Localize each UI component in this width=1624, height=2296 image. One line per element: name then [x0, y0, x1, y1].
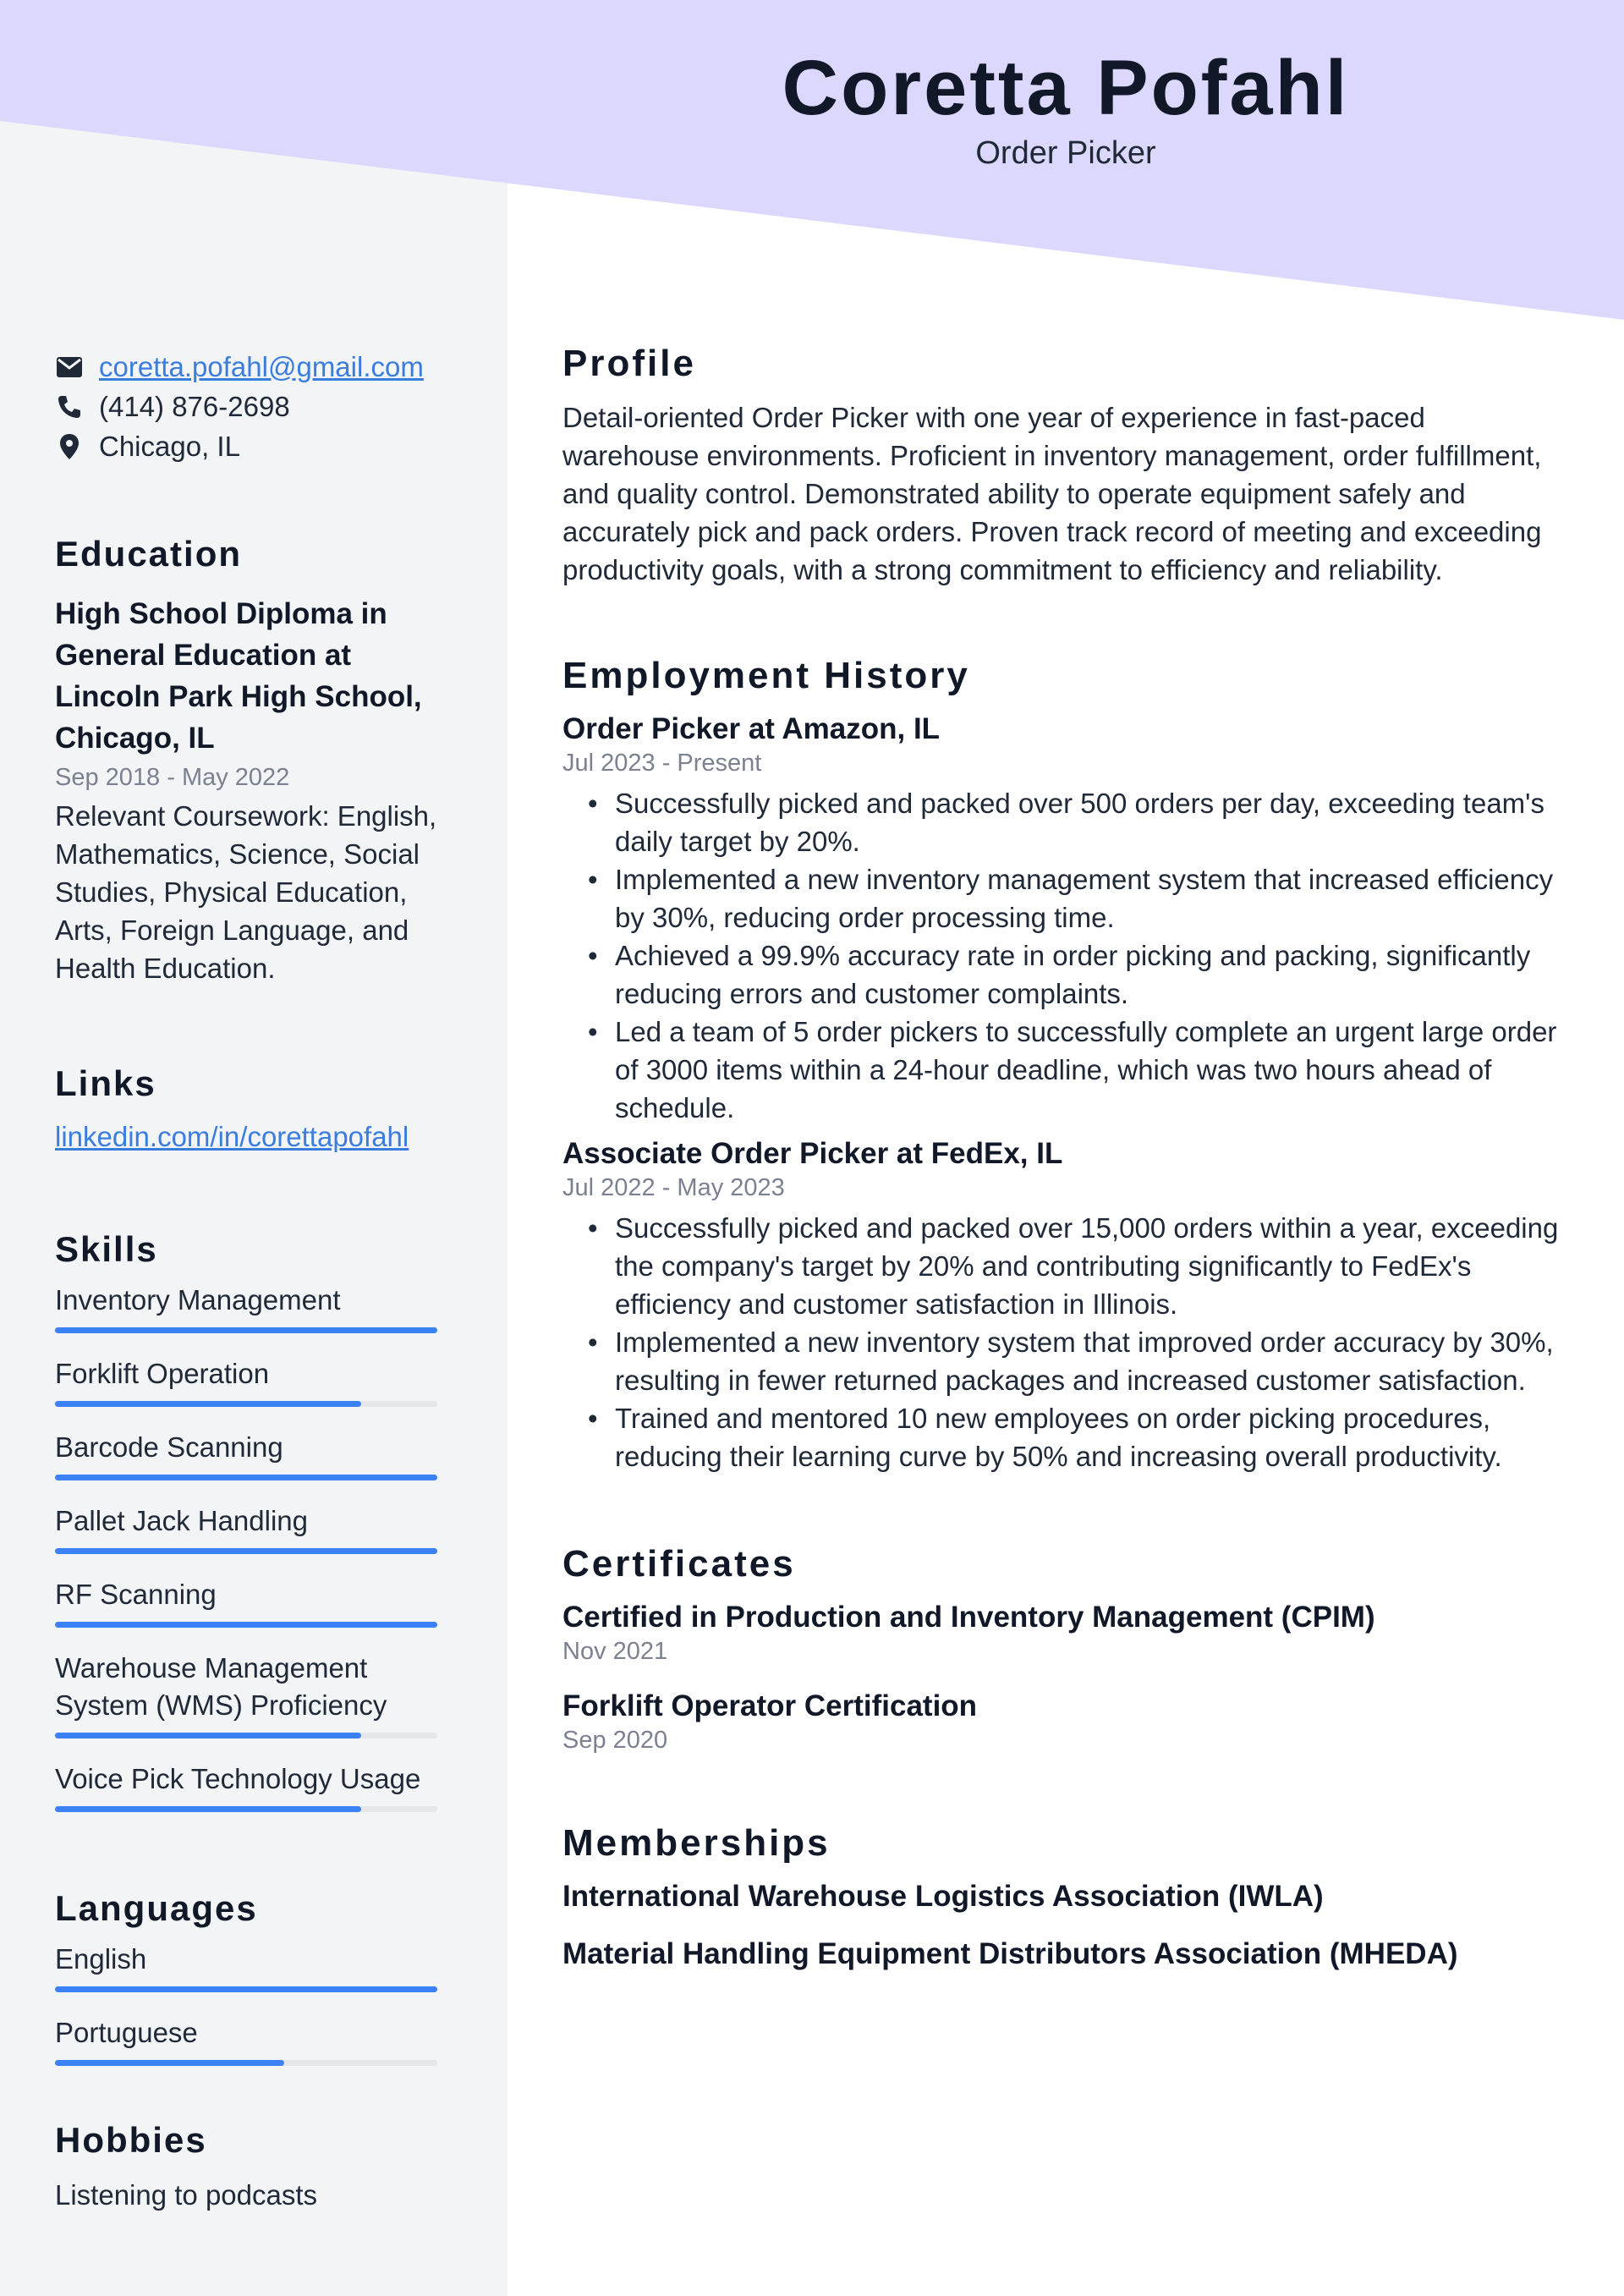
- certificate-entry: [562, 1597, 1561, 1666]
- job-bullet: • Led a team of 5 order pickers to successfully complete an urgent large order of 3000 items within a 24-hour deadline, which was two hours ahead of schedule.: [562, 1013, 1561, 1127]
- email-link[interactable]: coretta.pofahl@gmail.com: [99, 350, 424, 382]
- skills-list: [55, 1282, 461, 1812]
- profile-section: [562, 343, 1561, 589]
- skill-item-level-fill: [55, 1401, 361, 1407]
- skills-section: [55, 1229, 461, 1812]
- certificate-date: Sep 2020: [562, 1727, 668, 1754]
- job-entry: [562, 1134, 1561, 1475]
- skill-item: [55, 1502, 461, 1554]
- memberships-section: [562, 1822, 1561, 1975]
- location-text: Chicago, IL: [99, 430, 240, 462]
- skill-item-name: Inventory Management: [55, 1284, 341, 1316]
- linkedin-link[interactable]: linkedin.com/in/corettapofahl: [55, 1121, 409, 1152]
- education-dates: Sep 2018 - May 2022: [55, 764, 290, 791]
- skill-item-level-bar: [55, 1401, 437, 1407]
- employment-section: [562, 655, 1561, 1475]
- skill-item-name: Forklift Operation: [55, 1358, 270, 1389]
- employment-heading: Employment History: [562, 655, 970, 696]
- skill-item-level-bar: [55, 1327, 437, 1333]
- candidate-title: Order Picker: [975, 135, 1156, 171]
- job-dates: Jul 2023 - Present: [562, 750, 762, 777]
- skill-item: [55, 1282, 461, 1333]
- skill-item: [55, 1760, 461, 1812]
- links-heading: Links: [55, 1063, 156, 1103]
- education-section: [55, 534, 461, 987]
- links-section: [55, 1063, 461, 1153]
- main-content: [562, 343, 1561, 1975]
- certificate-entry: [562, 1686, 1561, 1755]
- skill-item: [55, 1429, 461, 1480]
- languages-heading: Languages: [55, 1888, 258, 1928]
- education-heading: Education: [55, 534, 243, 574]
- skill-item-level-fill: [55, 1475, 437, 1480]
- education-degree: High School Diploma in General Education at Lincoln Park High School, Chicago, IL: [55, 597, 422, 755]
- hobbies-heading: Hobbies: [55, 2120, 207, 2160]
- certificates-heading: Certificates: [562, 1543, 796, 1585]
- skill-item-level-bar: [55, 1622, 437, 1628]
- contact-location-row: [55, 426, 461, 466]
- language-item-level-fill: [55, 2060, 284, 2066]
- job-bullet: • Successfully picked and packed over 15,000 orders within a year, exceeding the company's target by 20% and contributing significantly to FedEx's efficiency and customer satisfaction in Illinois.: [562, 1209, 1561, 1323]
- language-item-level-fill: [55, 1986, 437, 1992]
- job-bullet: • Successfully picked and packed over 500 orders per day, exceeding team's daily target by 20%.: [562, 784, 1561, 860]
- skill-item-level-bar: [55, 1548, 437, 1554]
- language-item: [55, 1941, 461, 1992]
- contact-phone-row: [55, 387, 461, 426]
- language-item-level-bar: [55, 2060, 437, 2066]
- hobby-item: Listening to podcasts: [55, 2179, 318, 2211]
- job-title: Order Picker at Amazon, IL: [562, 712, 941, 745]
- job-bullet: • Achieved a 99.9% accuracy rate in order picking and packing, significantly reducing errors and customer complaints.: [562, 937, 1561, 1013]
- skill-item-level-bar: [55, 1806, 437, 1812]
- skill-item-name: Pallet Jack Handling: [55, 1505, 308, 1536]
- skill-item-name: RF Scanning: [55, 1579, 217, 1610]
- language-item-level-bar: [55, 1986, 437, 1992]
- education-description: Relevant Coursework: English, Mathematics, Science, Social Studies, Physical Education, Arts, Foreign Language, and Health Education.: [55, 800, 437, 984]
- phone-icon: [55, 393, 84, 421]
- membership-item: Material Handling Equipment Distributors Association (MHEDA): [562, 1937, 1458, 1970]
- skill-item-name: Barcode Scanning: [55, 1431, 283, 1463]
- location-pin-icon: [55, 432, 84, 461]
- job-bullet: • Implemented a new inventory management system that increased efficiency by 30%, reducing order processing time.: [562, 860, 1561, 937]
- job-dates: Jul 2022 - May 2023: [562, 1174, 785, 1201]
- skill-item-level-fill: [55, 1733, 361, 1738]
- languages-list: [55, 1941, 461, 2066]
- profile-text: Detail-oriented Order Picker with one year of experience in fast-paced warehouse environments. Proficient in inventory management, order fulfillment, and quality control. Demonstrated ability to operate equipment safely and accurately pick and pack orders. Proven track record of meeting and exceeding productivity goals, with a strong commitment to efficiency and reliability.: [562, 402, 1542, 585]
- job-bullet: • Trained and mentored 10 new employees on order picking procedures, reducing their learning curve by 50% and increasing overall productivity.: [562, 1399, 1561, 1475]
- skill-item: [55, 1355, 461, 1407]
- candidate-name: Coretta Pofahl: [782, 45, 1350, 131]
- job-bullets: [562, 1209, 1561, 1475]
- skill-item-name: Voice Pick Technology Usage: [55, 1763, 421, 1794]
- phone-text: (414) 876-2698: [99, 390, 290, 422]
- job-title: Associate Order Picker at FedEx, IL: [562, 1137, 1063, 1170]
- skills-heading: Skills: [55, 1229, 158, 1269]
- contact-email-row: [55, 347, 461, 387]
- languages-section: [55, 1888, 461, 2066]
- sidebar: [55, 347, 461, 2211]
- skill-item-level-fill: [55, 1327, 437, 1333]
- skill-item-level-fill: [55, 1806, 361, 1812]
- skill-item: [55, 1650, 461, 1738]
- language-item-name: Portuguese: [55, 2017, 198, 2048]
- membership-item: International Warehouse Logistics Association (IWLA): [562, 1880, 1324, 1913]
- job-bullet: • Implemented a new inventory system that improved order accuracy by 30%, resulting in fewer returned packages and increased customer satisfaction.: [562, 1323, 1561, 1399]
- hobbies-section: [55, 2120, 461, 2211]
- certificate-title: Certified in Production and Inventory Management (CPIM): [562, 1601, 1375, 1634]
- envelope-icon: [55, 353, 84, 382]
- skill-item: [55, 1576, 461, 1628]
- skill-item-level-fill: [55, 1622, 437, 1628]
- skill-item-name: Warehouse Management System (WMS) Proficiency: [55, 1652, 387, 1721]
- certificate-title: Forklift Operator Certification: [562, 1689, 978, 1722]
- skill-item-level-fill: [55, 1548, 437, 1554]
- certificate-date: Nov 2021: [562, 1638, 668, 1665]
- language-item: [55, 2014, 461, 2066]
- skill-item-level-bar: [55, 1475, 437, 1480]
- memberships-heading: Memberships: [562, 1822, 831, 1864]
- certificates-section: [562, 1543, 1561, 1755]
- language-item-name: English: [55, 1943, 147, 1975]
- skill-item-level-bar: [55, 1733, 437, 1738]
- job-entry: [562, 709, 1561, 1127]
- profile-heading: Profile: [562, 343, 696, 384]
- job-bullets: [562, 784, 1561, 1127]
